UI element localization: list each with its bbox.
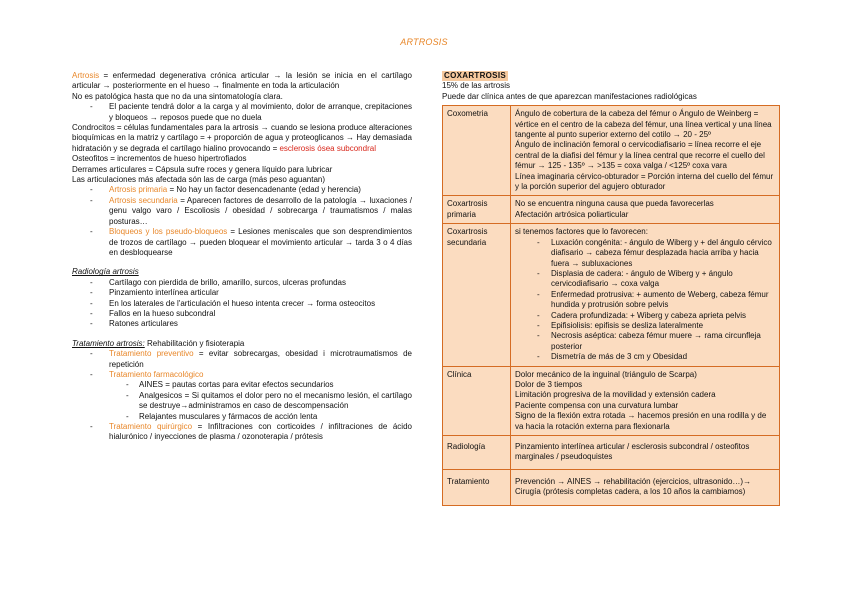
articulaciones-line: Las articulaciones más afectada són las de carga (más peso aguantan) bbox=[72, 175, 326, 185]
primaria-bullet: - Artrosis primaria = No hay un factor desencadenante (edad y herencia) bbox=[90, 185, 361, 195]
row-label: Clínica bbox=[443, 366, 511, 435]
coxartrosis-pct: 15% de las artrosis bbox=[442, 81, 511, 91]
esclerosis-term: esclerosis ósea subcondral bbox=[279, 143, 376, 153]
radiologia-list bbox=[72, 278, 412, 330]
coxartrosis-table bbox=[442, 105, 780, 505]
dolor-bullet: - El paciente tendrá dolor a la carga y al movimiento, dolor de arranque, crepitaciones y bloqueos → reposos puede que no duela bbox=[90, 102, 412, 122]
row-content: si tenemos factores que lo favorecen: - Luxación congénita: - ángulo de Wiberg y + del ángulo cérvico diafisario → cabeza fémur desplazada hacia arriba y hacia fuera → subluxaciones - Displasia de cadera: - ángulo de Wiberg y + ángulo cervicodiafisario → coxa valga - Enfermedad protrusiva: + aumento de Weberg, cabeza fémur hundida y protrusión sobre pelvis - Cadera profundizada: + Wiberg y cabeza aprieta pelvis - Epifisiolisis: epifisis se desliza lateralmente - Necrosis aséptica: cabeza fémur muere → rama circunfleja posterior - Dismetría de más de 3 cm y Obesidad bbox=[511, 224, 780, 366]
table-row-clinica bbox=[443, 366, 780, 435]
row-label: Coxometria bbox=[443, 106, 511, 196]
list-item: - Epifisiolisis: epifisis se desliza lateralmente bbox=[537, 320, 704, 330]
list-item: - Relajantes musculares y fármacos de acción lenta bbox=[126, 411, 318, 421]
list-item: - Necrosis aséptica: cabeza fémur muere → rama circunfleja posterior bbox=[537, 331, 761, 351]
row-content: Pinzamiento interlínea articular / esclerosis subcondral / osteofitos marginales / pseudoquistes bbox=[511, 436, 780, 470]
row-label: Coxartrosis primaria bbox=[443, 196, 511, 224]
list-item: - Cartílago con pierdida de brillo, amarillo, surcos, ulceras profundas bbox=[90, 277, 347, 287]
row-label: Tratamiento bbox=[443, 469, 511, 505]
table-row-coxometria bbox=[443, 106, 780, 196]
table-row-primaria bbox=[443, 196, 780, 224]
table-row-tratamiento bbox=[443, 469, 780, 505]
list-item: - Fallos en la hueso subcondral bbox=[90, 308, 216, 318]
intro-paragraph: Artrosis = enfermedad degenerativa crónica articular → la lesión se inicia en el cartílago articular → posteriormente en el hueso → finalmente en toda la articulación bbox=[72, 71, 412, 91]
radiologia-heading: Radiología artrosis bbox=[72, 267, 139, 277]
table-row-secundaria bbox=[443, 224, 780, 366]
row-label: Coxartrosis secundaria bbox=[443, 224, 511, 366]
derrames-line: Derrames articulares = Cápsula sufre roces y genera líquido para lubricar bbox=[72, 164, 333, 174]
list-item: - Enfermedad protrusiva: + aumento de Weberg, cabeza fémur hundida y protrusión sobre pelvis bbox=[537, 289, 769, 310]
list-item: - AINES = pautas cortas para evitar efectos secundarios bbox=[126, 380, 334, 390]
secundaria-bullet: - Artrosis secundaria = Aparecen factores de desarrollo de la patología → luxaciones / genu valgo varo / Escoliosis / obesidad / sobrecarga / traumatismos / malas posturas… bbox=[90, 195, 412, 226]
list-item: - Luxación congénita: - ángulo de Wiberg y + del ángulo cérvico diafisario → cabeza fémur desplazada hacia arriba y hacia fuera → subluxaciones bbox=[537, 237, 772, 268]
coxartrosis-heading: COXARTROSIS bbox=[444, 71, 506, 80]
artrosis-term: Artrosis bbox=[72, 71, 100, 80]
page-title: ARTROSIS bbox=[400, 37, 448, 47]
list-item: - Analgesicos = Si quitamos el dolor pero no el mecanismo lesión, el cartílago se destruye→administramos en caso de descompensación bbox=[126, 390, 412, 411]
farmacologico-bullet: - Tratamiento farmacológico bbox=[90, 369, 204, 379]
list-item: - Dismetría de más de 3 cm y Obesidad bbox=[537, 352, 688, 362]
row-content: Prevención → AINES → rehabilitación (ejercicios, ultrasonido…)→ Cirugía (prótesis completas cadera, a los 10 años la cambiamos) bbox=[511, 469, 780, 505]
coxartrosis-note: Puede dar clínica antes de que aparezcan manifestaciones radiológicas bbox=[442, 91, 697, 101]
preventivo-bullet: - Tratamiento preventivo = evitar sobrecargas, obesidad i microtraumatismos de repetición bbox=[90, 349, 412, 369]
list-item: - Displasia de cadera: - ángulo de Wiberg y + ángulo cervicodiafisario → coxa valga bbox=[537, 268, 733, 289]
list-item: - En los laterales de l'articulación el hueso intenta crecer → forma osteocitos bbox=[90, 298, 376, 308]
row-label: Radiología bbox=[443, 436, 511, 470]
list-item: - Ratones articulares bbox=[90, 319, 178, 329]
osteofitos-line: Osteofitos = incrementos de hueso hipertrofiados bbox=[72, 154, 247, 164]
right-column bbox=[442, 71, 780, 506]
condrocitos-paragraph: Condrocitos = células fundamentales para la artrosis → cuando se lesiona produce alteraciones bioquímicas en la matriz y cartílago = + proporción de agua y proteoglicanos → Hay demasiada hidratación y se degrada el cartílago hialino provocando = esclerosis ósea subcondral bbox=[72, 123, 412, 153]
row-content: No se encuentra ninguna causa que pueda favorecerlas Afectación artrósica poliarticular bbox=[511, 196, 780, 224]
bloqueos-bullet: - Bloqueos y los pseudo-bloqueos = Lesiones meniscales que son desprendimientos de trozos de cartílago → pueden bloquear el movimiento articular → tarda 3 o 4 días en desbloquearse bbox=[90, 227, 412, 257]
row-content: Dolor mecánico de la inguinal (triángulo de Scarpa) Dolor de 3 tiempos Limitación progresiva de la movilidad y extensión cadera Paciente compensa con una curvatura lumbar Signo de la flexión extra rotada → hacemos presión en una rodilla y de va hacia la rotación externa para flexionarla bbox=[511, 366, 780, 435]
tratamiento-heading: Tratamiento artrosis: Rehabilitación y fisioterapia bbox=[72, 338, 245, 348]
row-content: Ángulo de cobertura de la cabeza del fémur o Ángulo de Weinberg = vértice en el centro de la cabeza del fémur, una línea vertical y una línea tangente al punto superior externo del cotilo → 20 - 25º Ángulo de inclinación femoral o cervicodiafisario = línea recorre el eje central de la diafisi del fémur y la línea central que recorre el cuello del fémur → 125 - 135º → >135 = coxa valga / <125º coxa vara Línea imaginaria cérvico-obturador = Porción interna del cuello del fémur y la porción superior del agujero obturador bbox=[511, 106, 780, 196]
patologica-line: No es patológica hasta que no da una sintomatología clara. bbox=[72, 91, 283, 101]
list-item: - Cadera profundizada: + Wiberg y cabeza aprieta pelvis bbox=[537, 310, 746, 320]
left-column bbox=[72, 71, 412, 443]
quirurgico-bullet: - Tratamiento quirúrgico = Infiltraciones con corticoides / infiltraciones de ácido hialurónico / inyecciones de plasma / ozonoterapia / prótesis bbox=[90, 422, 412, 442]
list-item: - Pinzamiento interlínea articular bbox=[90, 288, 219, 298]
table-row-radiologia bbox=[443, 436, 780, 470]
